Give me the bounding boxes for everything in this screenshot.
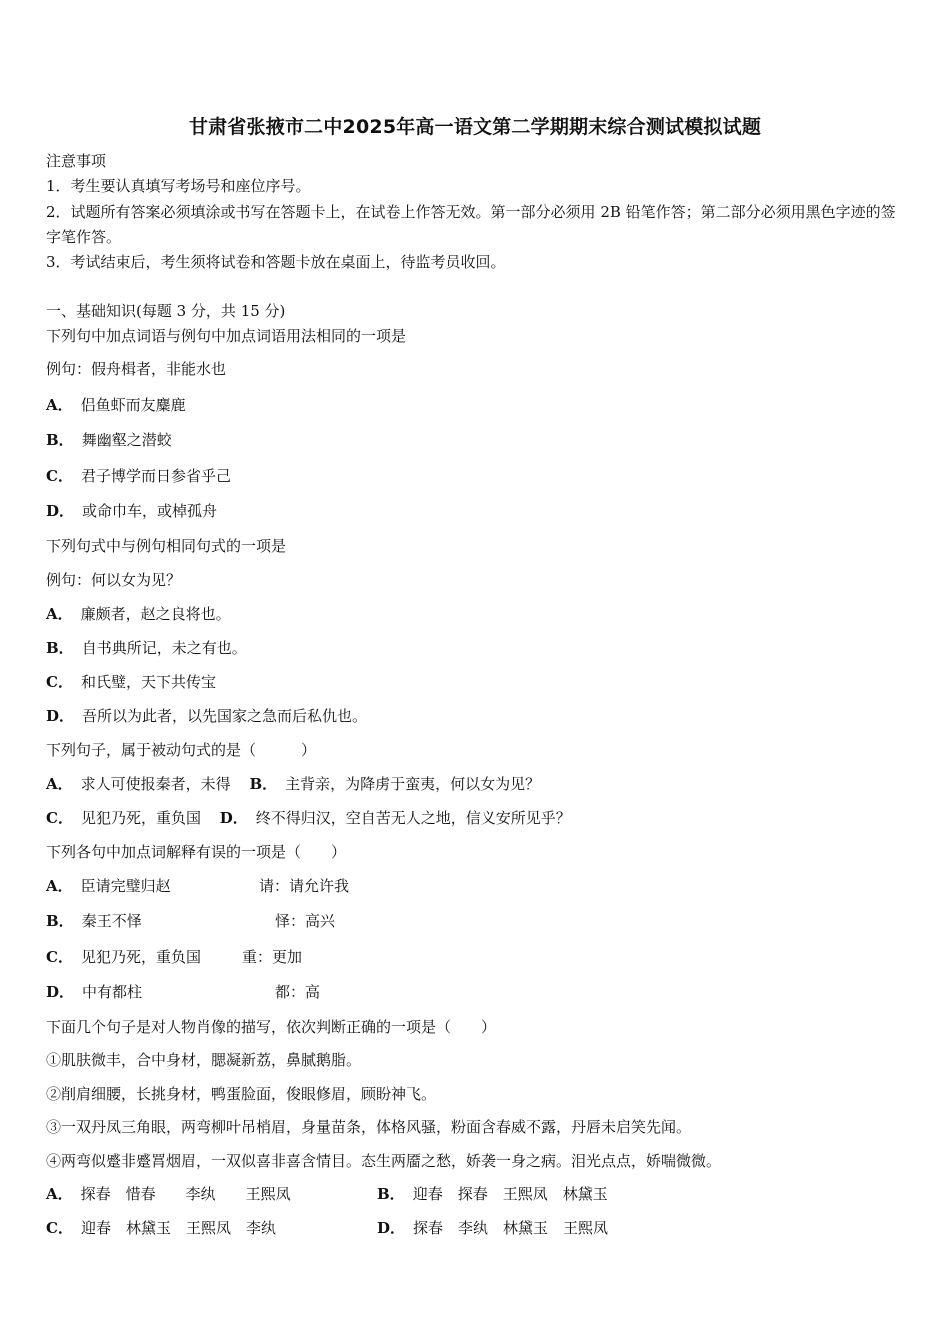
option-text: 或命巾车，或棹孤舟: [82, 502, 218, 520]
option-label: D．: [46, 707, 75, 725]
question-5-sentence-2: ②削肩细腰，长挑身材，鸭蛋脸面，俊眼修眉，顾盼神飞。: [46, 1085, 437, 1103]
question-5-sentence-3: ③一双丹凤三角眼，两弯柳叶吊梢眉，身量苗条，体格风骚，粉面含春威不露，丹唇未启笑先闻。: [46, 1118, 692, 1136]
option-d: [377, 1217, 608, 1239]
option-text: 侣鱼虾而友麋鹿: [80, 396, 186, 414]
option-text: 君子博学而日参省乎己: [80, 467, 231, 485]
option-text: 吾所以为此者，以先国家之急而后私仇也。: [82, 707, 368, 725]
question-1-option-a: [46, 394, 186, 416]
option-label: A．: [46, 396, 73, 414]
question-1-example: 例句：假舟楫者，非能水也: [46, 360, 227, 378]
option-b: [377, 1183, 608, 1205]
page-title: 甘肃省张掖市二中2025年高一语文第二学期期末综合测试模拟试题: [188, 116, 762, 138]
question-4-option-c: [46, 946, 906, 968]
question-1-stem: 下列句中加点词语与例句中加点词语用法相同的一项是: [46, 327, 407, 345]
option-text: 廉颇者，赵之良将也。: [80, 605, 231, 623]
option-text: 迎春 探春 王熙凤 林黛玉: [412, 1185, 608, 1203]
option-label: D．: [46, 502, 75, 520]
option-label: C．: [46, 673, 73, 691]
question-2-example: 例句：何以女为见？: [46, 571, 182, 589]
option-text: 臣请完璧归赵: [80, 877, 171, 895]
option-label: B．: [249, 775, 278, 793]
option-label: A．: [46, 775, 73, 793]
option-text: 求人可使报秦者，未得: [80, 775, 231, 793]
option-label: D．: [46, 983, 75, 1001]
option-text: 中有都柱: [82, 983, 143, 1001]
question-3-options-row-2: [46, 807, 571, 829]
option-label: B．: [377, 1185, 405, 1203]
option-text: 秦王不怿: [81, 912, 142, 930]
question-4-option-a: [46, 875, 906, 897]
question-2-option-d: [46, 705, 367, 727]
option-text: 探春 惜春 李纨 王熙凤: [80, 1185, 291, 1203]
option-label: B．: [46, 639, 74, 657]
question-4-option-d: [46, 981, 906, 1003]
option-explanation: 怿：高兴: [275, 912, 336, 930]
option-text: 见犯乃死，重负国: [80, 948, 201, 966]
notice-heading: 注意事项: [46, 152, 107, 170]
option-label: B．: [46, 912, 74, 930]
notice-item-3: 3．考试结束后，考生须将试卷和答题卡放在桌面上，待监考员收回。: [46, 253, 506, 271]
option-label: C．: [46, 1219, 73, 1237]
question-4-stem: 下列各句中加点词解释有误的一项是（ ）: [46, 843, 347, 861]
option-explanation: 请：请允许我: [259, 877, 350, 895]
question-1-option-b: [46, 429, 172, 451]
question-3-options-row-1: [46, 773, 540, 795]
option-text: 见犯乃死，重负国: [80, 809, 201, 827]
question-5-options-row-1: [46, 1183, 906, 1205]
option-text: 舞幽壑之潜蛟: [81, 431, 172, 449]
question-1-option-c: [46, 465, 231, 487]
option-label: C．: [46, 467, 73, 485]
option-text: 主背亲，为降虏于蛮夷，何以女为见？: [285, 775, 541, 793]
question-5-stem: 下面几个句子是对人物肖像的描写，依次判断正确的一项是（ ）: [46, 1018, 497, 1036]
option-text: 探春 李纨 林黛玉 王熙凤: [413, 1219, 609, 1237]
option-label: A．: [46, 605, 73, 623]
option-label: D．: [219, 809, 248, 827]
question-4-option-b: [46, 910, 906, 932]
question-5-options-row-2: [46, 1217, 906, 1239]
question-1-option-d: [46, 500, 217, 522]
option-label: D．: [377, 1219, 406, 1237]
option-explanation: 重：更加: [242, 948, 303, 966]
option-label: A．: [46, 877, 73, 895]
option-label: C．: [46, 948, 73, 966]
option-explanation: 都：高: [275, 983, 321, 1001]
option-text: 终不得归汉，空自苦无人之地，信义安所见乎？: [255, 809, 571, 827]
question-2-option-b: [46, 637, 247, 659]
question-5-sentence-4: ④两弯似蹙非蹙罥烟眉，一双似喜非喜含情目。态生两靥之愁，娇袭一身之病。泪光点点，娇喘微微。: [46, 1152, 722, 1170]
option-text: 迎春 林黛玉 王熙凤 李纨: [80, 1219, 276, 1237]
question-2-option-a: [46, 603, 231, 625]
question-5-sentence-1: ①肌肤微丰，合中身材，腮凝新荔，鼻腻鹅脂。: [46, 1051, 362, 1069]
option-label: C．: [46, 809, 73, 827]
option-text: 自书典所记，未之有也。: [81, 639, 247, 657]
option-label: A．: [46, 1185, 73, 1203]
option-text: 和氏璧，天下共传宝: [80, 673, 216, 691]
section-heading: 一、基础知识(每题 3 分，共 15 分): [46, 302, 286, 320]
question-2-stem: 下列句式中与例句相同句式的一项是: [46, 537, 287, 555]
question-2-option-c: [46, 671, 216, 693]
notice-item-2: 2．试题所有答案必须填涂或书写在答题卡上，在试卷上作答无效。第一部分必须用 2B 铅笔作答；第二部分必须用黑色字迹的签字笔作答。: [46, 203, 896, 246]
question-3-stem: 下列句子，属于被动句式的是（ ）: [46, 741, 317, 759]
notice-item-1: 1．考生要认真填写考场号和座位序号。: [46, 177, 311, 195]
option-label: B．: [46, 431, 74, 449]
